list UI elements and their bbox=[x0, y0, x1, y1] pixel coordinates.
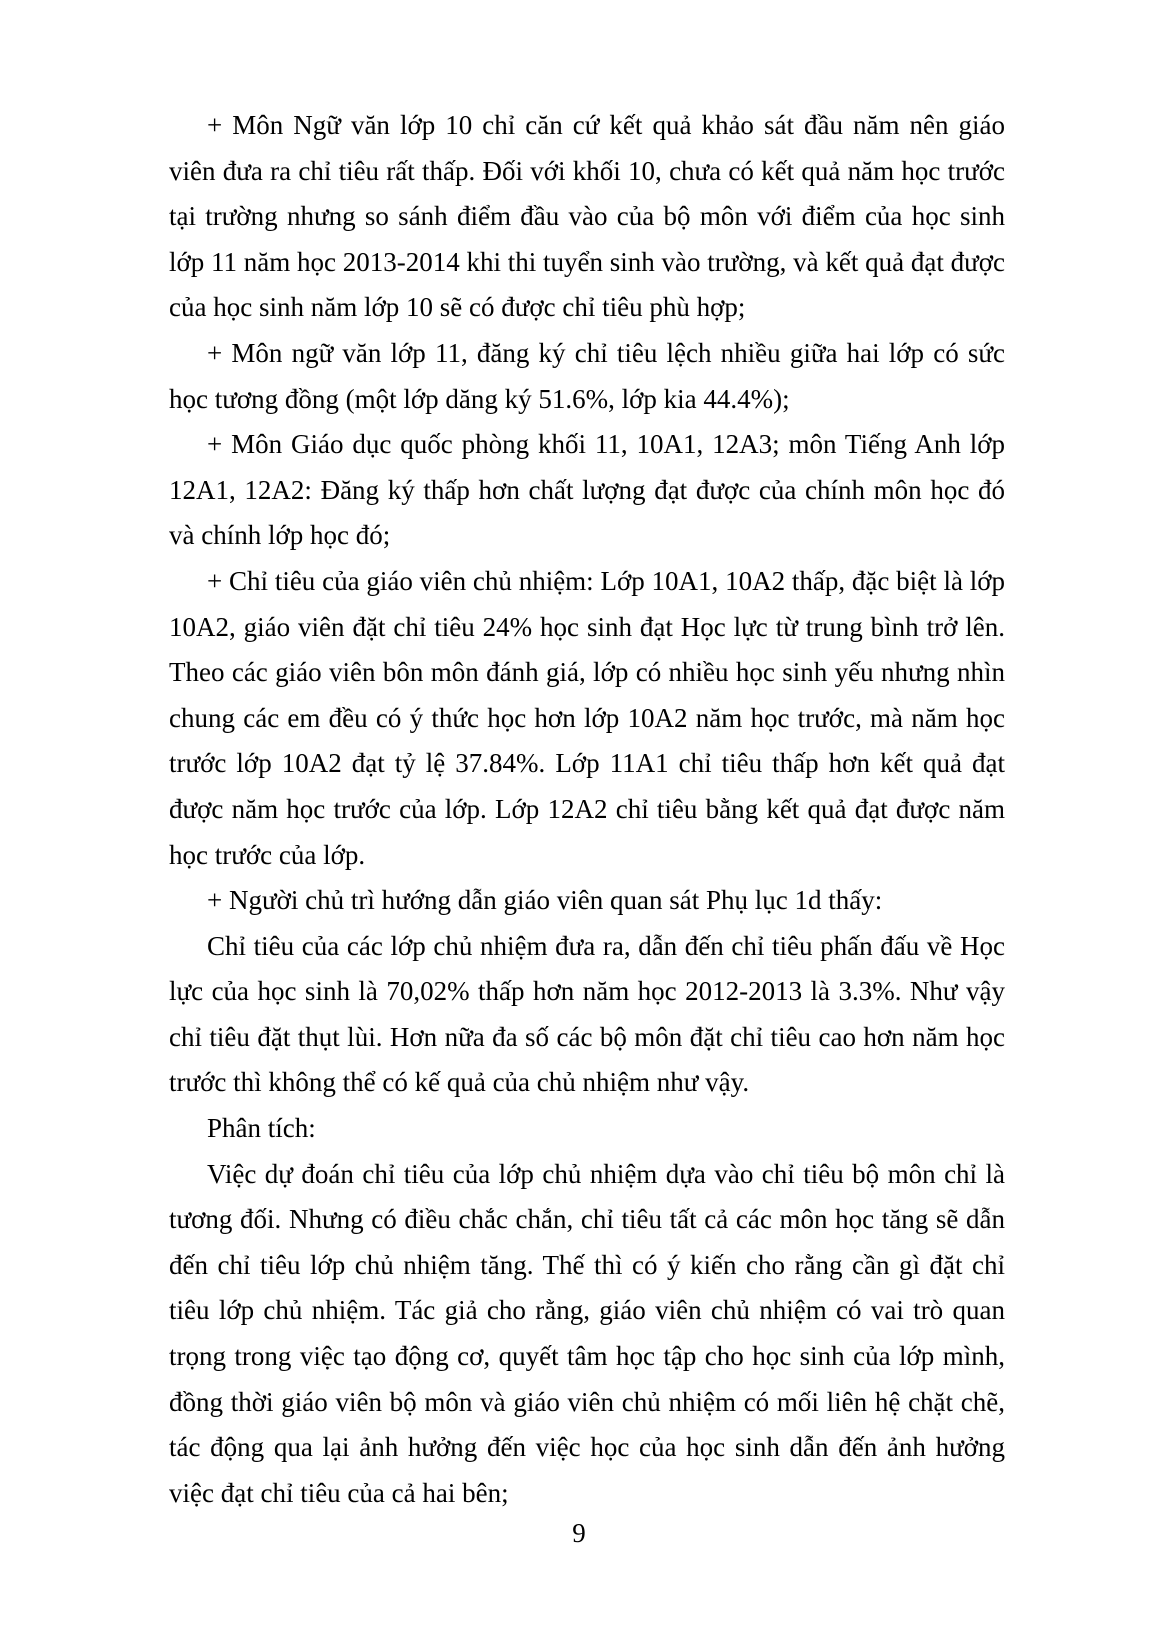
paragraph-phan-tich-body: Việc dự đoán chỉ tiêu của lớp chủ nhiệm dựa vào chỉ tiêu bộ môn chỉ là tương đối. Nhưng có điều chắc chắn, chỉ tiêu tất cả các môn học tăng sẽ dẫn đến chỉ tiêu lớp chủ nhiệm tăng. Thế thì có ý kiến cho rằng cần gì đặt chỉ tiêu lớp chủ nhiệm. Tác giả cho rằng, giáo viên chủ nhiệm có vai trò quan trọng trong việc tạo động cơ, quyết tâm học tập cho học sinh của lớp mình, đồng thời giáo viên bộ môn và giáo viên chủ nhiệm có mối liên hệ chặt chẽ, tác động qua lại ảnh hưởng đến việc học của học sinh dẫn đến ảnh hưởng việc đạt chỉ tiêu của cả hai bên; bbox=[169, 1158, 1005, 1508]
paragraph-chi-tieu-gvcn: + Chỉ tiêu của giáo viên chủ nhiệm: Lớp 10A1, 10A2 thấp, đặc biệt là lớp 10A2, giáo viên đặt chỉ tiêu 24% học sinh đạt Học lực từ trung bình trở lên. Theo các giáo viên bôn môn đánh giá, lớp có nhiều học sinh yếu nhưng nhìn chung các em đều có ý thức học hơn lớp 10A2 năm học trước, mà năm học trước lớp 10A2 đạt tỷ lệ 37.84%. Lớp 11A1 chỉ tiêu thấp hơn kết quả đạt được năm học trước của lớp. Lớp 12A2 chỉ tiêu bằng kết quả đạt được năm học trước của lớp. bbox=[169, 565, 1005, 870]
body-text bbox=[169, 103, 1005, 1516]
paragraph-nguvan-10: + Môn Ngữ văn lớp 10 chỉ căn cứ kết quả khảo sát đầu năm nên giáo viên đưa ra chỉ tiêu rất thấp. Đối với khối 10, chưa có kết quả năm học trước tại trường nhưng so sánh điểm đầu vào của bộ môn với điểm của học sinh lớp 11 năm học 2013-2014 khi thi tuyển sinh vào trường, và kết quả đạt được của học sinh năm lớp 10 sẽ có được chỉ tiêu phù hợp; bbox=[169, 110, 1005, 323]
paragraph-nguvan-11: + Môn ngữ văn lớp 11, đăng ký chỉ tiêu lệch nhiều giữa hai lớp có sức học tương đồng (một lớp dăng ký 51.6%, lớp kia 44.4%); bbox=[169, 337, 1005, 414]
paragraph-phu-luc-1d: + Người chủ trì hướng dẫn giáo viên quan sát Phụ lục 1d thấy: bbox=[207, 885, 883, 916]
paragraph-gdqp-tienganh: + Môn Giáo dục quốc phòng khối 11, 10A1, 12A3; môn Tiếng Anh lớp 12A1, 12A2: Đăng ký thấp hơn chất lượng đạt được của chính môn học đó và chính lớp học đó; bbox=[169, 429, 1005, 551]
paragraph-phan-tich-heading: Phân tích: bbox=[207, 1113, 316, 1144]
paragraph-chi-tieu-lop-chu-nhiem: Chỉ tiêu của các lớp chủ nhiệm đưa ra, dẫn đến chỉ tiêu phấn đấu về Học lực của học sinh là 70,02% thấp hơn năm học 2012-2013 là 3.3%. Như vậy chỉ tiêu đặt thụt lùi. Hơn nữa đa số các bộ môn đặt chỉ tiêu cao hơn năm học trước thì không thể có kế quả của chủ nhiệm như vậy. bbox=[169, 930, 1005, 1098]
page-number: 9 bbox=[572, 1518, 586, 1548]
